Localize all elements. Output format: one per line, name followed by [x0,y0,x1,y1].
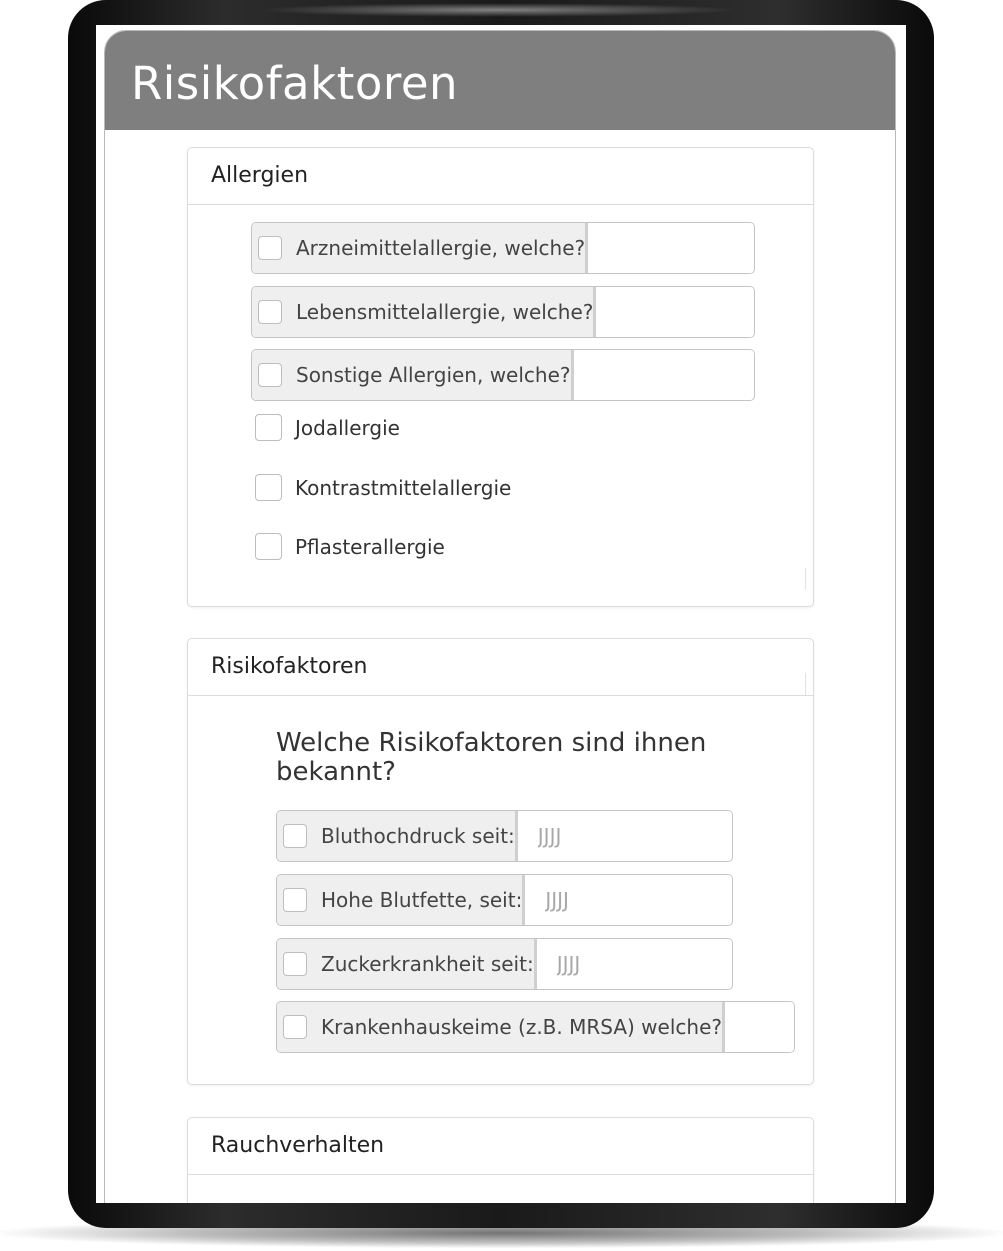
page-title: Risikofaktoren [131,57,459,110]
food-allergy-input[interactable] [596,287,755,337]
food-allergy-checkbox[interactable] [258,300,282,324]
hypertension-label: Bluthochdruck seit: [321,824,515,848]
risk-factors-card [187,638,814,1085]
lipids-label: Hohe Blutfette, seit: [321,888,523,912]
other-allergy-addon [252,350,574,400]
hospital-germs-addon [277,1002,725,1052]
lipids-checkbox[interactable] [283,888,307,912]
hypertension-group [276,810,733,862]
drug-allergy-checkbox[interactable] [258,236,282,260]
other-allergy-checkbox[interactable] [258,363,282,387]
diabetes-addon [277,939,537,989]
risk-question: Welche Risikofaktoren sind ihnen bekannt? [276,728,707,787]
drug-allergy-input[interactable] [588,223,755,273]
food-allergy-addon [252,287,596,337]
hospital-germs-input[interactable] [725,1002,795,1052]
allergies-heading[interactable]: Allergien [188,148,813,205]
allergies-card [187,147,814,607]
hospital-germs-group [276,1001,795,1053]
other-allergy-group [251,349,755,401]
hospital-germs-label: Krankenhauskeime (z.B. MRSA) welche? [321,1015,722,1039]
diabetes-year-input[interactable] [537,939,733,989]
iodine-allergy-label: Jodallergie [295,415,400,440]
drug-allergy-group [251,222,755,274]
plaster-allergy-label: Pflasterallergie [295,534,445,559]
diabetes-group [276,938,733,990]
lipids-year-input[interactable] [525,875,733,925]
drug-allergy-addon [252,223,588,273]
food-allergy-label: Lebensmittelallergie, welche? [296,300,594,324]
frame-highlight [258,3,738,17]
app-header [105,31,895,130]
plaster-allergy-row[interactable] [255,533,445,560]
other-allergy-label: Sonstige Allergien, welche? [296,363,571,387]
hospital-germs-checkbox[interactable] [283,1015,307,1039]
resize-marker [805,568,806,590]
form-panel [104,30,896,1203]
diabetes-label: Zuckerkrankheit seit: [321,952,534,976]
other-allergy-input[interactable] [574,350,755,400]
hypertension-addon [277,811,518,861]
contrast-allergy-checkbox[interactable] [255,474,282,501]
plaster-allergy-checkbox[interactable] [255,533,282,560]
diabetes-checkbox[interactable] [283,952,307,976]
smoking-heading[interactable]: Rauchverhalten [188,1118,813,1175]
hypertension-checkbox[interactable] [283,824,307,848]
food-allergy-group [251,286,755,338]
smoking-card [187,1117,814,1203]
risk-factors-heading[interactable]: Risikofaktoren [188,639,813,696]
contrast-allergy-label: Kontrastmittelallergie [295,475,512,500]
hypertension-year-input[interactable] [518,811,733,861]
contrast-allergy-row[interactable] [255,474,511,501]
iodine-allergy-checkbox[interactable] [255,414,282,441]
iodine-allergy-row[interactable] [255,414,400,441]
lipids-addon [277,875,525,925]
drug-allergy-label: Arzneimittelallergie, welche? [296,236,586,260]
tablet-screen [96,25,906,1203]
lipids-group [276,874,733,926]
resize-marker [805,673,806,695]
